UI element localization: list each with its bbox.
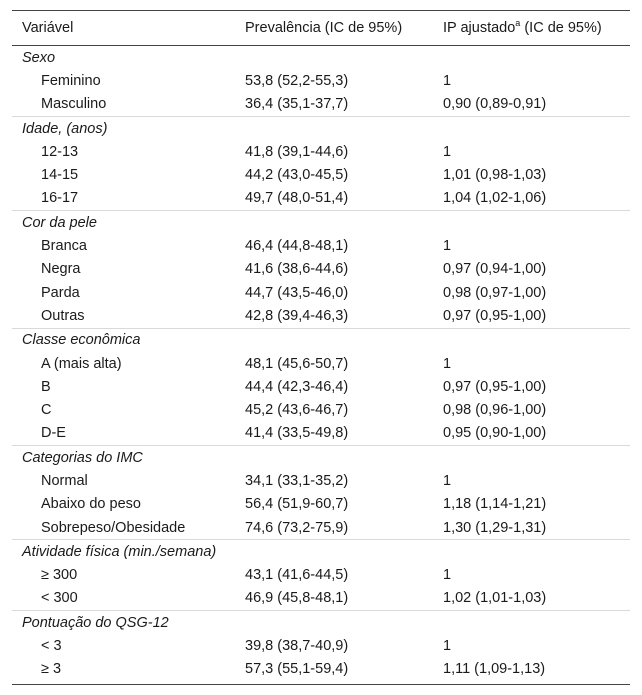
group-row xyxy=(12,328,630,352)
header-ip-label: IP ajustado xyxy=(443,20,516,36)
group-row xyxy=(12,116,630,140)
row-prevalence: 46,9 (45,8-48,1) xyxy=(245,590,349,607)
table-row xyxy=(12,140,630,163)
row-category: ≥ 3 xyxy=(41,661,62,678)
row-adjusted-ip: 1,02 (1,01-1,03) xyxy=(443,590,547,607)
group-label: Pontuação do QSG-12 xyxy=(22,614,169,631)
row-category: Sobrepeso/Obesidade xyxy=(41,519,186,536)
row-prevalence: 53,8 (52,2-55,3) xyxy=(245,72,349,89)
table-row xyxy=(12,187,630,210)
group-label: Categorias do IMC xyxy=(22,449,143,466)
group-label: Sexo xyxy=(22,49,56,66)
table-row xyxy=(12,634,630,657)
bottom-rule xyxy=(12,684,630,685)
group-row xyxy=(12,539,630,563)
row-adjusted-ip: 1,18 (1,14-1,21) xyxy=(443,496,547,513)
row-adjusted-ip: 0,95 (0,90-1,00) xyxy=(443,425,547,442)
row-prevalence: 45,2 (43,6-46,7) xyxy=(245,402,349,419)
header-footnote-marker: a xyxy=(515,18,521,29)
row-adjusted-ip: 1 xyxy=(443,355,452,372)
row-adjusted-ip: 1 xyxy=(443,567,452,584)
row-category: 14-15 xyxy=(41,167,79,184)
row-prevalence: 44,2 (43,0-45,5) xyxy=(245,167,349,184)
row-adjusted-ip: 1,11 (1,09-1,13) xyxy=(443,661,546,678)
table-row xyxy=(12,658,630,681)
table-row xyxy=(12,564,630,587)
row-adjusted-ip: 0,98 (0,96-1,00) xyxy=(443,402,547,419)
row-adjusted-ip: 0,90 (0,89-0,91) xyxy=(443,96,547,113)
header-prevalence: Prevalência (IC de 95%) xyxy=(245,20,403,36)
table-row xyxy=(12,93,630,116)
header-variable: Variável xyxy=(22,20,74,36)
row-adjusted-ip: 1 xyxy=(443,72,452,89)
group-label: Cor da pele xyxy=(22,214,97,231)
table-row xyxy=(12,234,630,257)
row-category: Normal xyxy=(41,472,88,489)
row-prevalence: 41,4 (33,5-49,8) xyxy=(245,425,349,442)
row-prevalence: 42,8 (39,4-46,3) xyxy=(245,307,349,324)
results-table xyxy=(12,10,630,685)
row-category: B xyxy=(41,378,51,395)
row-category: < 3 xyxy=(41,638,62,655)
table-row xyxy=(12,281,630,304)
row-prevalence: 44,4 (42,3-46,4) xyxy=(245,378,349,395)
row-category: Feminino xyxy=(41,72,101,89)
row-category: A (mais alta) xyxy=(41,355,122,372)
table-row xyxy=(12,587,630,610)
row-prevalence: 49,7 (48,0-51,4) xyxy=(245,190,349,207)
table-row xyxy=(12,304,630,327)
table-row xyxy=(12,69,630,92)
row-category: Negra xyxy=(41,261,81,278)
row-prevalence: 39,8 (38,7-40,9) xyxy=(245,638,349,655)
table-row xyxy=(12,422,630,445)
row-category: Branca xyxy=(41,238,87,255)
header-adjusted-ip xyxy=(443,20,602,36)
row-adjusted-ip: 0,97 (0,95-1,00) xyxy=(443,307,547,324)
table-row xyxy=(12,493,630,516)
row-adjusted-ip: 1,01 (0,98-1,03) xyxy=(443,167,547,184)
row-adjusted-ip: 0,97 (0,94-1,00) xyxy=(443,261,547,278)
row-prevalence: 74,6 (73,2-75,9) xyxy=(245,519,349,536)
row-category: ≥ 300 xyxy=(41,567,78,584)
group-row xyxy=(12,445,630,469)
row-adjusted-ip: 1,04 (1,02-1,06) xyxy=(443,190,547,207)
row-category: Masculino xyxy=(41,96,107,113)
group-label: Classe econômica xyxy=(22,332,141,349)
row-adjusted-ip: 1 xyxy=(443,472,452,489)
row-adjusted-ip: 0,97 (0,95-1,00) xyxy=(443,378,547,395)
row-prevalence: 56,4 (51,9-60,7) xyxy=(245,496,349,513)
group-label: Idade, (anos) xyxy=(22,120,108,137)
table-row xyxy=(12,352,630,375)
row-adjusted-ip: 1,30 (1,29-1,31) xyxy=(443,519,547,536)
row-category: Parda xyxy=(41,284,80,301)
group-row xyxy=(12,610,630,634)
row-adjusted-ip: 1 xyxy=(443,238,452,255)
table-row xyxy=(12,375,630,398)
table-row xyxy=(12,258,630,281)
row-prevalence: 46,4 (44,8-48,1) xyxy=(245,238,349,255)
row-adjusted-ip: 1 xyxy=(443,638,452,655)
table-row xyxy=(12,163,630,186)
group-row xyxy=(12,210,630,234)
row-category: D-E xyxy=(41,425,66,442)
row-category: Outras xyxy=(41,307,85,324)
table-row xyxy=(12,516,630,539)
row-category: 12-13 xyxy=(41,143,79,160)
row-prevalence: 44,7 (43,5-46,0) xyxy=(245,284,349,301)
row-adjusted-ip: 0,98 (0,97-1,00) xyxy=(443,284,547,301)
row-prevalence: 41,6 (38,6-44,6) xyxy=(245,261,349,278)
table-header xyxy=(12,11,630,45)
row-prevalence: 43,1 (41,6-44,5) xyxy=(245,567,349,584)
table-row xyxy=(12,398,630,421)
row-prevalence: 48,1 (45,6-50,7) xyxy=(245,355,349,372)
row-category: < 300 xyxy=(41,590,78,607)
row-category: C xyxy=(41,402,52,419)
row-category: Abaixo do peso xyxy=(41,496,141,513)
row-prevalence: 36,4 (35,1-37,7) xyxy=(245,96,349,113)
table-body xyxy=(12,46,630,684)
table-row xyxy=(12,469,630,492)
row-prevalence: 57,3 (55,1-59,4) xyxy=(245,661,349,678)
row-category: 16-17 xyxy=(41,190,79,207)
row-prevalence: 41,8 (39,1-44,6) xyxy=(245,143,349,160)
header-ci-label: (IC de 95%) xyxy=(520,20,602,36)
row-prevalence: 34,1 (33,1-35,2) xyxy=(245,472,349,489)
row-adjusted-ip: 1 xyxy=(443,143,452,160)
group-label: Atividade física (min./semana) xyxy=(22,543,217,560)
group-row xyxy=(12,46,630,69)
